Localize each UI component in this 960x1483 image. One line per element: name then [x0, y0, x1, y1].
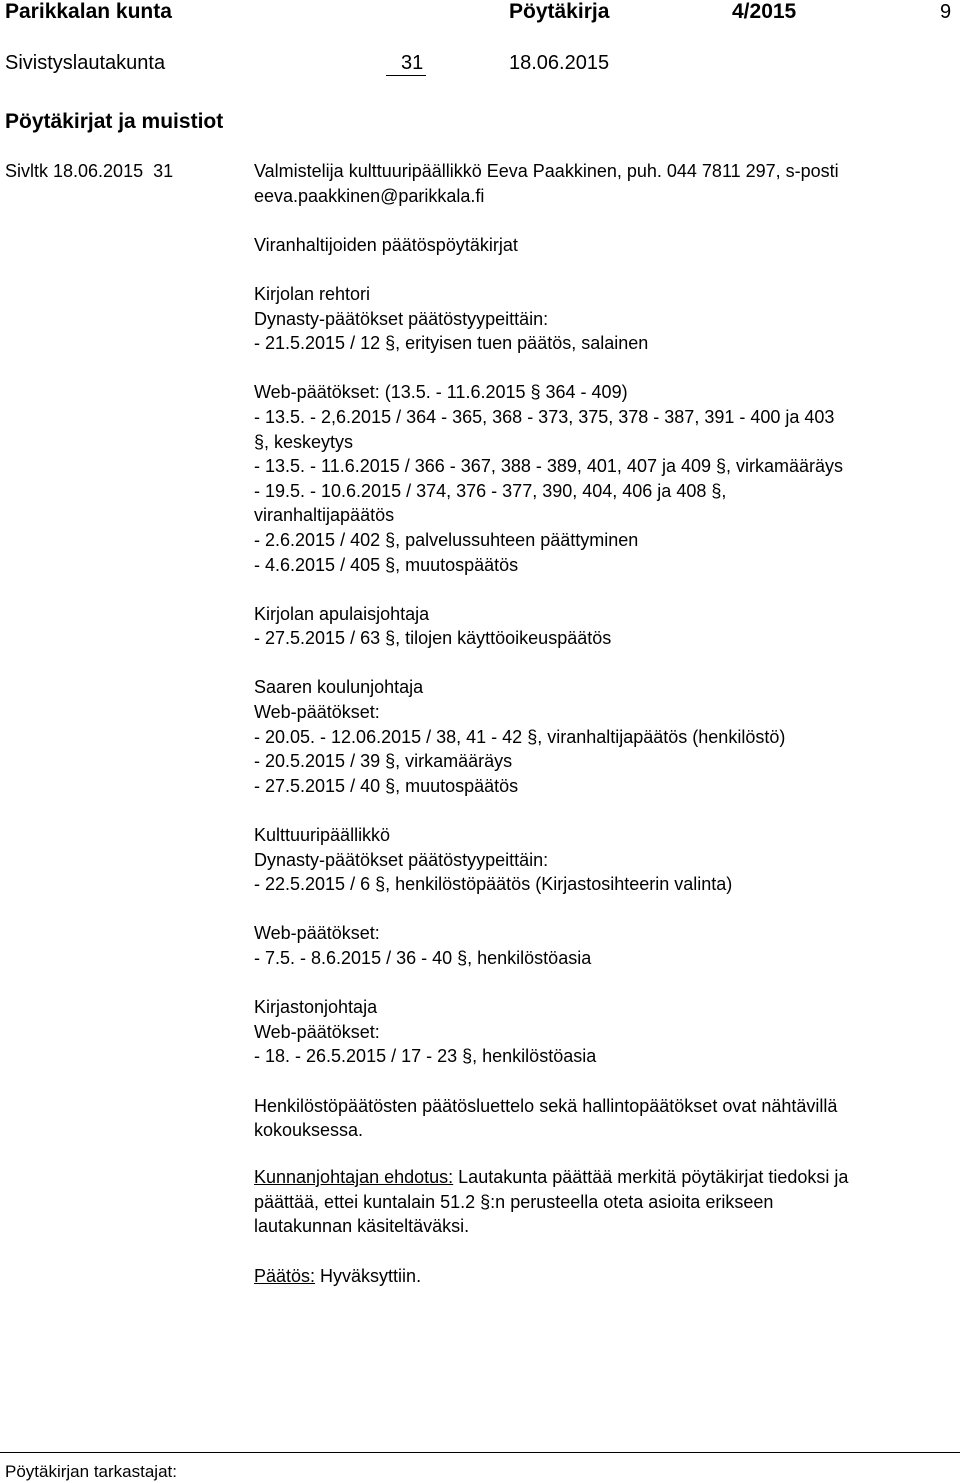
body-line: Kirjolan apulaisjohtaja: [254, 603, 430, 624]
board-name: Sivistyslautakunta: [5, 52, 166, 74]
blank-line: [254, 1069, 958, 1094]
body-line: Kirjolan rehtori: [254, 283, 371, 304]
body-line: Valmistelija kulttuuripäällikkö Eeva Paakkinen, puh. 044 7811 297, s-posti: [254, 161, 839, 181]
body-line: Web-päätökset:: [254, 1021, 380, 1042]
case-ref-text: Sivltk 18.06.2015: [5, 161, 144, 181]
proposal-text-3: lautakunnan käsiteltäväksi.: [254, 1216, 470, 1237]
document-number: 4/2015: [732, 0, 797, 23]
body-line: - 22.5.2015 / 6 §, henkilöstöpäätös (Kirjastosihteerin valinta): [254, 874, 733, 895]
body-line: Saaren koulunjohtaja: [254, 677, 424, 698]
body-line: Dynasty-päätökset päätöstyypeittäin:: [254, 849, 549, 870]
blank-line: [254, 798, 958, 823]
blank-line: [254, 356, 958, 381]
checkers-label: Pöytäkirjan tarkastajat:: [5, 1462, 177, 1481]
body-line: - 4.6.2015 / 405 §, muutospäätös: [254, 554, 519, 575]
blank-line: [254, 208, 958, 233]
body-line: viranhaltijapäätös: [254, 505, 395, 526]
body-line: - 7.5. - 8.6.2015 / 36 - 40 §, henkilöstöasia: [254, 948, 592, 968]
meeting-date: 18.06.2015: [509, 52, 610, 74]
blank-line: [254, 257, 958, 282]
body-line: Web-päätökset: (13.5. - 11.6.2015 § 364 - 409): [254, 382, 628, 403]
section-underline: [386, 75, 426, 76]
proposal-block: [254, 1165, 848, 1239]
body-line: - 20.05. - 12.06.2015 / 38, 41 - 42 §, viranhaltijapäätös (henkilöstö): [254, 726, 786, 747]
document-type: Pöytäkirja: [509, 0, 610, 23]
municipality-name: Parikkalan kunta: [5, 0, 172, 23]
blank-line: [254, 897, 958, 922]
footer-divider: [0, 1452, 960, 1453]
body-line: - 27.5.2015 / 40 §, muutospäätös: [254, 775, 519, 796]
body-line: - 21.5.2015 / 12 §, erityisen tuen päätös, salainen: [254, 333, 649, 354]
item-body: [254, 159, 958, 1143]
body-line: §, keskeytys: [254, 431, 354, 452]
blank-line: [254, 577, 958, 602]
decision-label: Päätös:: [254, 1266, 316, 1286]
body-line: Web-päätökset:: [254, 702, 380, 723]
section-number: 31: [401, 52, 424, 74]
body-line: Kulttuuripäällikkö: [254, 825, 391, 846]
decision-block: [254, 1264, 421, 1288]
item-title: Pöytäkirjat ja muistiot: [5, 110, 224, 133]
body-line: - 19.5. - 10.6.2015 / 374, 376 - 377, 390, 404, 406 ja 408 §,: [254, 480, 727, 501]
blank-line: [254, 971, 958, 996]
body-line: - 20.5.2015 / 39 §, virkamääräys: [254, 751, 513, 772]
body-line: - 13.5. - 2,6.2015 / 364 - 365, 368 - 373, 375, 378 - 387, 391 - 400 ja 403: [254, 406, 835, 427]
case-reference: [5, 159, 173, 183]
proposal-text-1: Lautakunta päättää merkitä pöytäkirjat tiedoksi ja: [453, 1167, 849, 1187]
decision-text: Hyväksyttiin.: [315, 1266, 422, 1286]
proposal-text-2: päättää, ettei kuntalain 51.2 §:n perusteella oteta asioita erikseen: [254, 1191, 774, 1212]
body-line: Henkilöstöpäätösten päätösluettelo sekä hallintopäätökset ovat nähtävillä: [254, 1095, 838, 1116]
proposal-label: Kunnanjohtajan ehdotus:: [254, 1167, 454, 1187]
body-line: Web-päätökset:: [254, 923, 380, 944]
body-line: - 13.5. - 11.6.2015 / 366 - 367, 388 - 389, 401, 407 ja 409 §, virkamääräys: [254, 456, 844, 477]
body-line: eeva.paakkinen@parikkala.fi: [254, 185, 485, 206]
body-line: kokouksessa.: [254, 1120, 364, 1141]
body-line: - 18. - 26.5.2015 / 17 - 23 §, henkilöstöasia: [254, 1046, 597, 1067]
body-line: Viranhaltijoiden päätöspöytäkirjat: [254, 234, 518, 255]
body-line: - 27.5.2015 / 63 §, tilojen käyttöoikeuspäätös: [254, 628, 612, 649]
case-ref-section: 31: [153, 161, 174, 181]
body-line: - 2.6.2015 / 402 §, palvelussuhteen päättyminen: [254, 529, 639, 550]
body-line: Kirjastonjohtaja: [254, 997, 378, 1018]
blank-line: [254, 651, 958, 676]
page-number: 9: [940, 1, 952, 23]
body-line: Dynasty-päätökset päätöstyypeittäin:: [254, 308, 549, 329]
